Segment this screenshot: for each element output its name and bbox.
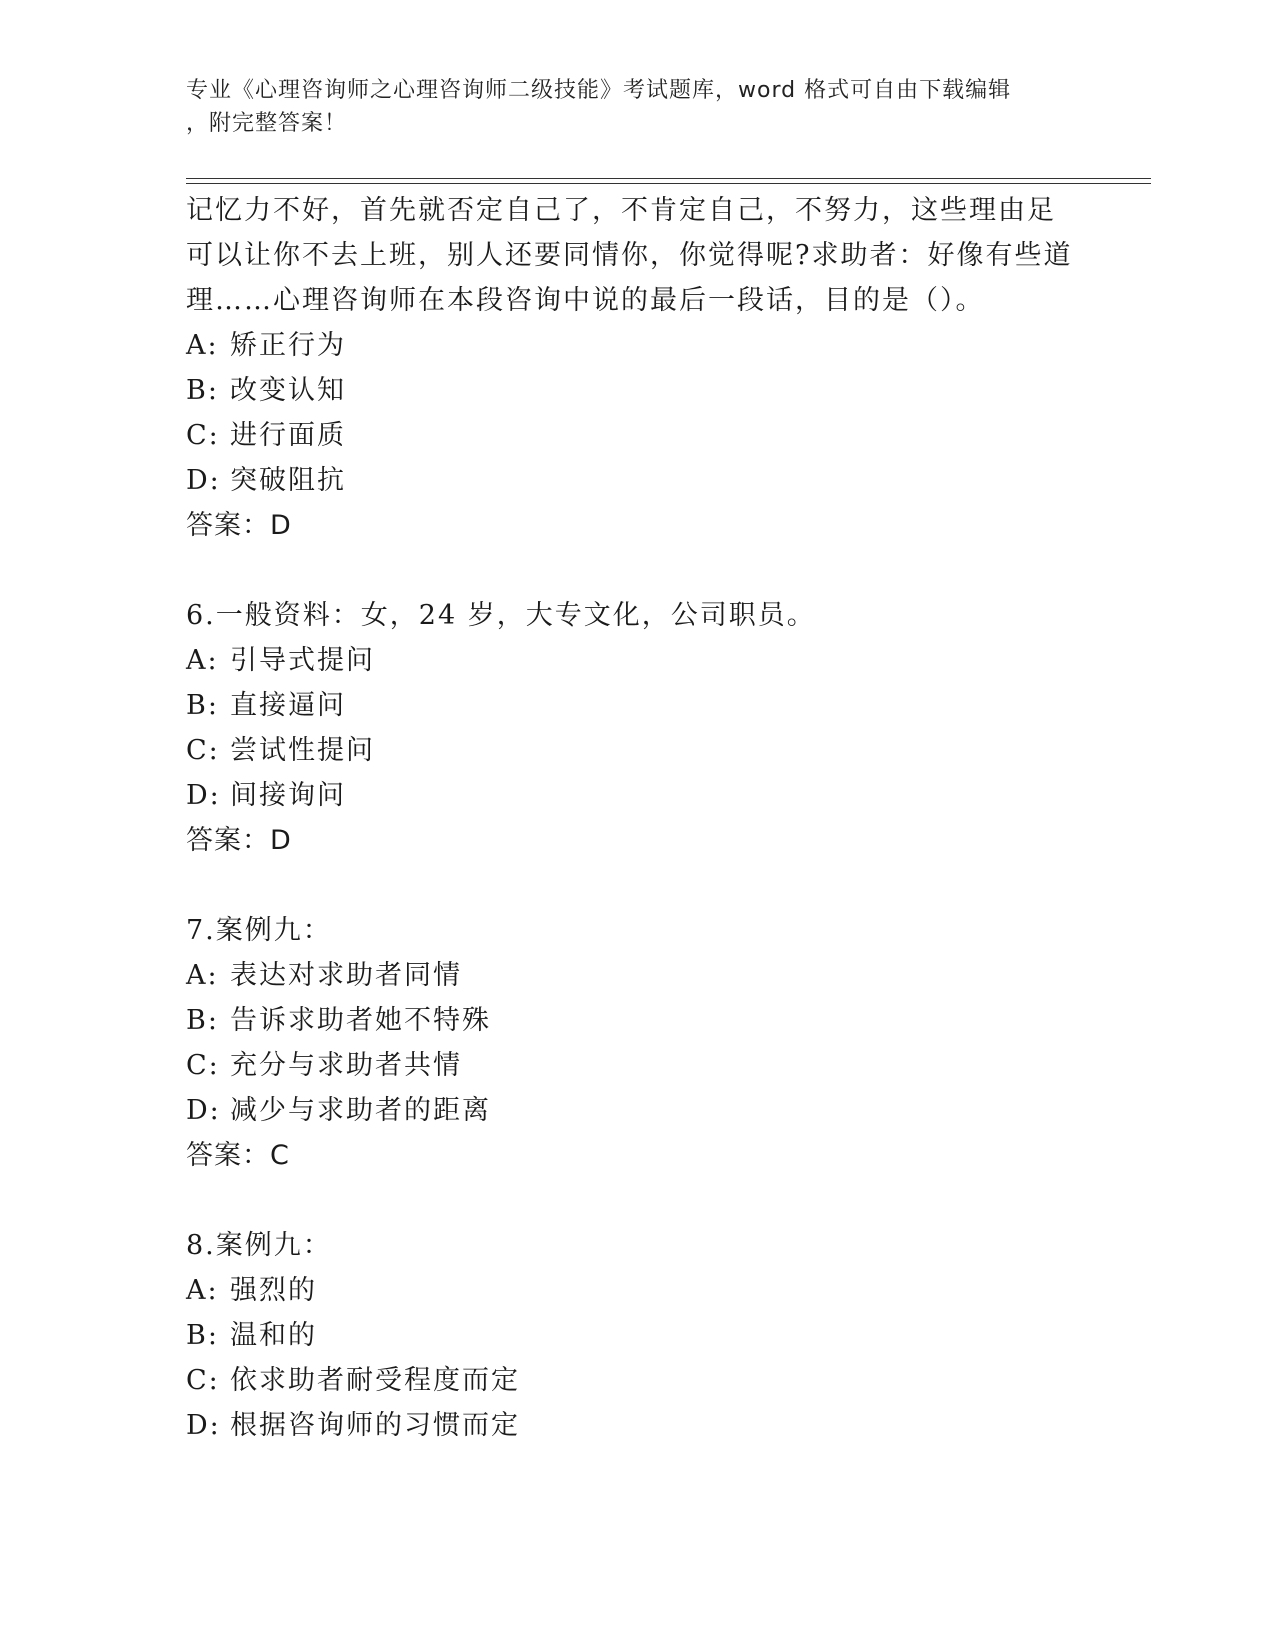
question-title: 7.案例九： — [186, 915, 332, 946]
option-letter: D: — [186, 1410, 221, 1441]
option-letter: D: — [186, 780, 221, 811]
document-body — [186, 188, 1086, 1448]
question-5-continuation — [186, 188, 1086, 548]
option-text: 直接逼问 — [230, 690, 346, 721]
option-letter: D: — [186, 465, 221, 496]
question-text-line: 理……心理咨询师在本段咨询中说的最后一段话，目的是（）。 — [186, 285, 985, 316]
option-letter: A: — [186, 960, 219, 991]
option-a — [186, 638, 1086, 683]
option-c — [186, 413, 1086, 458]
option-letter: A: — [186, 1275, 219, 1306]
option-text: 尝试性提问 — [230, 735, 375, 766]
answer-line: 答案：C — [186, 1140, 290, 1171]
question-title: 6.一般资料：女，24 岁，大专文化，公司职员。 — [186, 600, 816, 631]
option-letter: C: — [186, 420, 220, 451]
option-text: 根据咨询师的习惯而定 — [230, 1410, 520, 1441]
option-b — [186, 683, 1086, 728]
option-text: 表达对求助者同情 — [230, 960, 462, 991]
question-8 — [186, 1223, 1086, 1448]
spacer — [186, 863, 1086, 908]
option-c — [186, 1043, 1086, 1088]
option-letter: C: — [186, 1365, 220, 1396]
option-text: 强烈的 — [230, 1275, 317, 1306]
option-d — [186, 1088, 1086, 1133]
question-text-line: 记忆力不好，首先就否定自己了，不肯定自己，不努力，这些理由足 — [186, 195, 1056, 226]
option-text: 告诉求助者她不特殊 — [230, 1005, 491, 1036]
question-6 — [186, 593, 1086, 863]
option-text: 进行面质 — [230, 420, 346, 451]
option-letter: B: — [186, 690, 219, 721]
option-d — [186, 773, 1086, 818]
answer-line: 答案：D — [186, 510, 292, 541]
header-divider-bottom — [186, 183, 1151, 184]
header-line-2: ，附完整答案！ — [186, 111, 348, 136]
option-text: 温和的 — [230, 1320, 317, 1351]
option-b — [186, 1313, 1086, 1358]
option-text: 依求助者耐受程度而定 — [230, 1365, 520, 1396]
option-letter: B: — [186, 375, 219, 406]
option-text: 引导式提问 — [230, 645, 375, 676]
option-a — [186, 323, 1086, 368]
header-line-1: 专业《心理咨询师之心理咨询师二级技能》考试题库，word 格式可自由下载编辑 — [186, 78, 1012, 103]
option-letter: B: — [186, 1005, 219, 1036]
option-c — [186, 728, 1086, 773]
option-c — [186, 1358, 1086, 1403]
option-a — [186, 1268, 1086, 1313]
question-text-line: 可以让你不去上班，别人还要同情你，你觉得呢?求助者：好像有些道 — [186, 240, 1073, 271]
option-text: 矫正行为 — [230, 330, 346, 361]
document-header — [186, 74, 1066, 140]
spacer — [186, 548, 1086, 593]
question-7 — [186, 908, 1086, 1178]
option-letter: D: — [186, 1095, 221, 1126]
option-text: 间接询问 — [230, 780, 346, 811]
option-b — [186, 368, 1086, 413]
answer-line: 答案：D — [186, 825, 292, 856]
option-text: 突破阻抗 — [230, 465, 346, 496]
option-a — [186, 953, 1086, 998]
option-letter: A: — [186, 330, 219, 361]
option-text: 改变认知 — [230, 375, 346, 406]
question-title: 8.案例九： — [186, 1230, 332, 1261]
option-letter: C: — [186, 735, 220, 766]
option-d — [186, 1403, 1086, 1448]
option-text: 减少与求助者的距离 — [230, 1095, 491, 1126]
option-letter: A: — [186, 645, 219, 676]
spacer — [186, 1178, 1086, 1223]
option-b — [186, 998, 1086, 1043]
header-divider-top — [186, 178, 1151, 179]
option-text: 充分与求助者共情 — [230, 1050, 462, 1081]
option-letter: B: — [186, 1320, 219, 1351]
option-letter: C: — [186, 1050, 220, 1081]
option-d — [186, 458, 1086, 503]
